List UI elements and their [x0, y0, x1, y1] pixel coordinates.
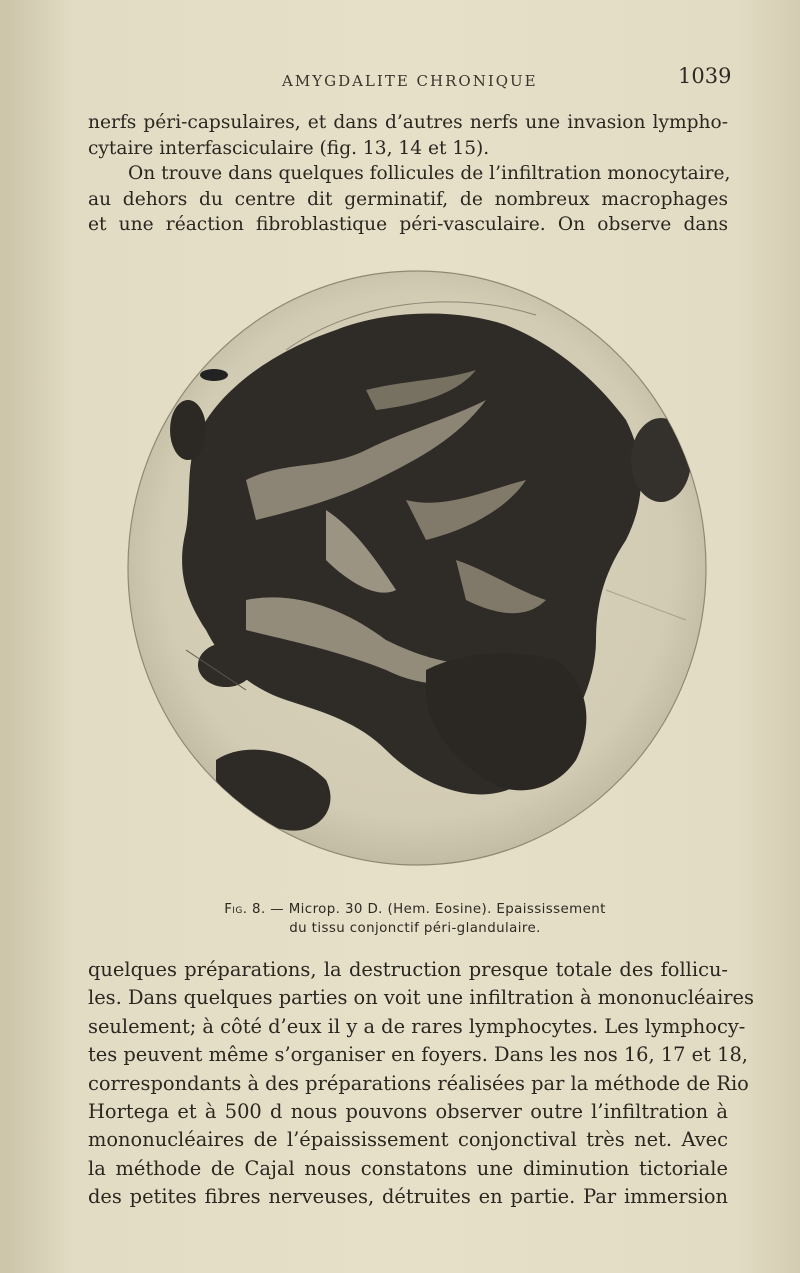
caption-text: — Microp. 30 D. (Hem. Eosine). Epaississement	[265, 902, 606, 917]
text-line: seulement; à côté d’eux il y a de rares lymphocytes. Les lymphocy-	[88, 1014, 746, 1038]
figure-caption	[130, 900, 700, 938]
text-line: tes peuvent même s’organiser en foyers. Dans les nos 16, 17 et 18,	[88, 1043, 748, 1067]
book-page	[10, 0, 800, 1273]
text-line: des petites fibres nerveuses, détruites en partie. Par immersion	[88, 1185, 728, 1209]
caption-line-1	[130, 900, 700, 919]
caption-line-2: du tissu conjonctif péri-glandulaire.	[289, 921, 541, 936]
paragraph-top	[88, 110, 731, 238]
text-line: les. Dans quelques parties on voit une infiltration à mononucléaires	[88, 986, 754, 1010]
page-header	[10, 64, 800, 94]
text-line: On trouve dans quelques follicules de l’infiltration monocytaire,	[128, 163, 731, 185]
figure-label: Fig. 8.	[224, 902, 266, 917]
text-line: nerfs péri-capsulaires, et dans d’autres nerfs une invasion lympho-	[88, 112, 728, 133]
text-line: Hortega et à 500 d nous pouvons observer outre l’infiltration à	[88, 1100, 728, 1124]
page-number: 1039	[678, 64, 732, 88]
text-line: mononucléaires de l’épaississement conjonctival très net. Avec	[88, 1128, 728, 1152]
text-line: quelques préparations, la destruction presque totale des follicu-	[88, 958, 728, 981]
text-line: correspondants à des préparations réalisées par la méthode de Rio	[88, 1071, 749, 1095]
text-line: cytaire interfasciculaire (fig. 13, 14 et 15).	[88, 137, 490, 159]
text-line: et une réaction fibroblastique péri-vasculaire. On observe dans	[88, 214, 728, 236]
text-line: la méthode de Cajal nous constatons une diminution tictoriale	[88, 1156, 728, 1180]
text-line: au dehors du centre dit germinatif, de nombreux macrophages	[88, 188, 728, 210]
micrograph-figure	[126, 270, 708, 866]
micrograph-image	[126, 270, 708, 866]
paragraph-bottom	[88, 956, 754, 1212]
running-title: AMYGDALITE CHRONIQUE	[282, 72, 538, 90]
